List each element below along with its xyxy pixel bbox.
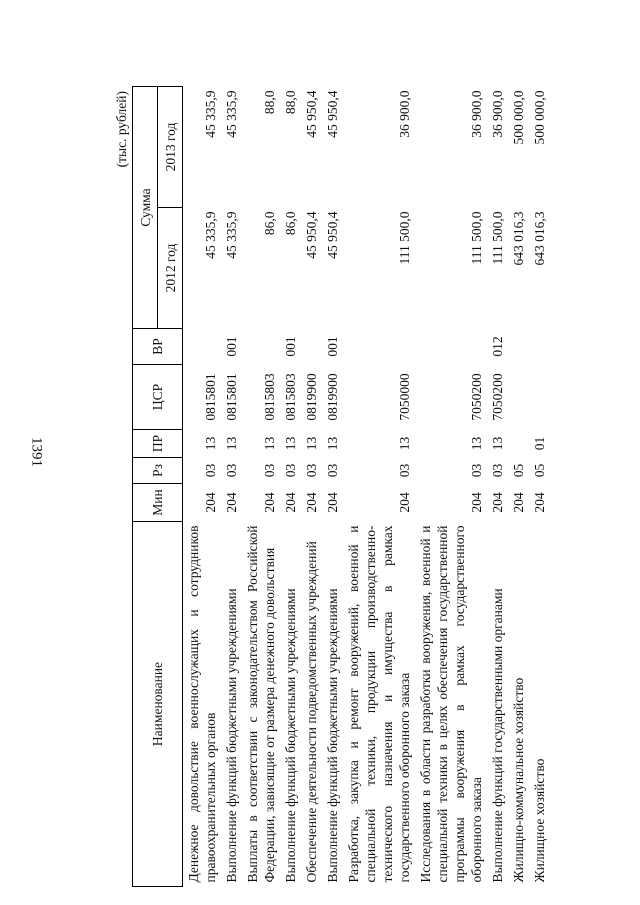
cell-2012: 111 500,0	[397, 211, 412, 265]
cell-csr: 0815803	[262, 373, 277, 421]
cell-vr: 001	[325, 336, 340, 357]
cell-rz: 03	[262, 463, 277, 478]
rotated-page-content	[112, 87, 562, 887]
cell-csr: 0819900	[325, 373, 340, 421]
cell-name: Выполнение функций бюджетными учреждениями	[224, 588, 239, 883]
header-2013: 2013 год	[158, 86, 183, 207]
table-row	[415, 86, 487, 886]
cell-min: 204	[224, 492, 239, 513]
cell-name: Исследования в области разработки вооружения, военной и специальной техники в целях обеспечения государственной программы вооружения в рамках государственного оборонного заказа	[418, 525, 484, 883]
table-row	[343, 86, 415, 886]
header-min: Мин	[133, 484, 183, 522]
cell-csr: 0819900	[304, 373, 319, 421]
cell-rz: 03	[325, 463, 340, 478]
cell-2013: 45 335,9	[224, 90, 239, 138]
cell-2012: 45 335,9	[224, 211, 239, 259]
cell-pr: 13	[325, 436, 340, 451]
header-name: Наименование	[133, 522, 183, 887]
cell-2013: 36 900,0	[469, 90, 484, 138]
cell-min: 204	[283, 492, 298, 513]
cell-rz: 03	[397, 463, 412, 478]
cell-min: 204	[469, 492, 484, 513]
cell-2013: 88,0	[283, 90, 298, 115]
table-body	[183, 86, 551, 886]
cell-name: Жилищно-коммунальное хозяйство	[511, 677, 526, 883]
cell-2013: 36 900,0	[397, 90, 412, 138]
cell-min: 204	[304, 492, 319, 513]
header-sum: Сумма	[133, 86, 158, 328]
cell-min: 204	[262, 492, 277, 513]
cell-2013: 45 950,4	[304, 90, 319, 138]
table-row	[487, 86, 508, 886]
cell-pr: 13	[490, 436, 505, 451]
cell-pr: 13	[262, 436, 277, 451]
table-row	[280, 86, 301, 886]
header-pr: ПР	[133, 430, 183, 458]
table-row	[242, 86, 280, 886]
cell-csr: 0815801	[203, 373, 218, 421]
cell-pr: 01	[532, 436, 547, 451]
cell-rz: 03	[203, 463, 218, 478]
cell-csr: 0815803	[283, 373, 298, 421]
cell-name: Денежное довольствие военнослужащих и сотрудников правоохранительных органов	[186, 525, 218, 883]
cell-min: 204	[532, 492, 547, 513]
budget-table	[132, 86, 550, 887]
cell-csr: 7050200	[490, 373, 505, 421]
table-row	[508, 86, 529, 886]
cell-min: 204	[397, 492, 412, 513]
cell-csr	[508, 365, 529, 430]
cell-2012: 643 016,3	[532, 211, 547, 266]
cell-csr	[529, 365, 550, 430]
cell-pr: 13	[283, 436, 298, 451]
cell-rz: 03	[490, 463, 505, 478]
cell-2013: 45 335,9	[203, 90, 218, 138]
cell-2012: 45 950,4	[304, 211, 319, 259]
cell-name: Выполнение функций бюджетными учреждениями	[283, 588, 298, 883]
cell-rz: 03	[304, 463, 319, 478]
cell-rz: 05	[511, 463, 526, 478]
cell-name: Выполнение функций государственными органами	[490, 588, 505, 883]
header-vr: ВР	[133, 329, 183, 365]
cell-name: Выполнение функций бюджетными учреждениями	[325, 588, 340, 883]
cell-2012: 111 500,0	[469, 211, 484, 265]
cell-pr: 13	[203, 436, 218, 451]
cell-2012: 45 950,4	[325, 211, 340, 259]
cell-pr	[508, 430, 529, 458]
cell-csr: 7050000	[397, 373, 412, 421]
cell-vr	[343, 329, 415, 365]
cell-rz: 03	[469, 463, 484, 478]
table-row	[322, 86, 343, 886]
cell-csr: 0815801	[224, 373, 239, 421]
table-header	[133, 86, 183, 886]
table-row	[183, 86, 222, 886]
cell-vr	[301, 329, 322, 365]
table-row	[221, 86, 242, 886]
unit-label: (тыс. рублей)	[114, 91, 129, 168]
cell-min: 204	[490, 492, 505, 513]
cell-min: 204	[511, 492, 526, 513]
cell-vr	[529, 329, 550, 365]
cell-2013: 88,0	[262, 90, 277, 115]
cell-vr	[183, 329, 222, 365]
cell-name: Выплаты в соответствии с законодательством Российской Федерации, зависящие от размера денежного довольствия	[245, 525, 277, 883]
cell-vr: 001	[224, 336, 239, 357]
cell-rz: 03	[224, 463, 239, 478]
cell-rz: 03	[283, 463, 298, 478]
cell-min: 204	[325, 492, 340, 513]
cell-vr: 001	[283, 336, 298, 357]
cell-vr: 012	[490, 336, 505, 357]
table-row	[301, 86, 322, 886]
cell-vr	[415, 329, 487, 365]
cell-2013: 45 950,4	[325, 90, 340, 138]
cell-2012: 86,0	[283, 211, 298, 236]
cell-min: 204	[203, 492, 218, 513]
cell-pr: 13	[469, 436, 484, 451]
cell-2012: 45 335,9	[203, 211, 218, 259]
cell-2013: 500 000,0	[532, 90, 547, 145]
cell-pr: 13	[397, 436, 412, 451]
cell-rz: 05	[532, 463, 547, 478]
header-2012: 2012 год	[158, 208, 183, 329]
cell-name: Разработка, закупка и ремонт вооружений, военной и специальной техники, продукции производственно-технического назначения и имущества в рамках государственного оборонного заказа	[346, 525, 412, 883]
cell-2012: 86,0	[262, 211, 277, 236]
header-rz: Рз	[133, 458, 183, 484]
cell-vr	[242, 329, 280, 365]
cell-csr: 7050200	[469, 373, 484, 421]
cell-2012: 111 500,0	[490, 211, 505, 265]
header-csr: ЦСР	[133, 365, 183, 430]
cell-name: Жилищное хозяйство	[532, 758, 547, 883]
table-row	[529, 86, 550, 886]
cell-2013: 500 000,0	[511, 90, 526, 145]
cell-2013: 36 900,0	[490, 90, 505, 138]
cell-pr: 13	[224, 436, 239, 451]
cell-pr: 13	[304, 436, 319, 451]
page-number: 1391	[28, 437, 45, 467]
cell-2012: 643 016,3	[511, 211, 526, 266]
cell-vr	[508, 329, 529, 365]
cell-name: Обеспечение деятельности подведомственных учреждений	[304, 541, 319, 883]
